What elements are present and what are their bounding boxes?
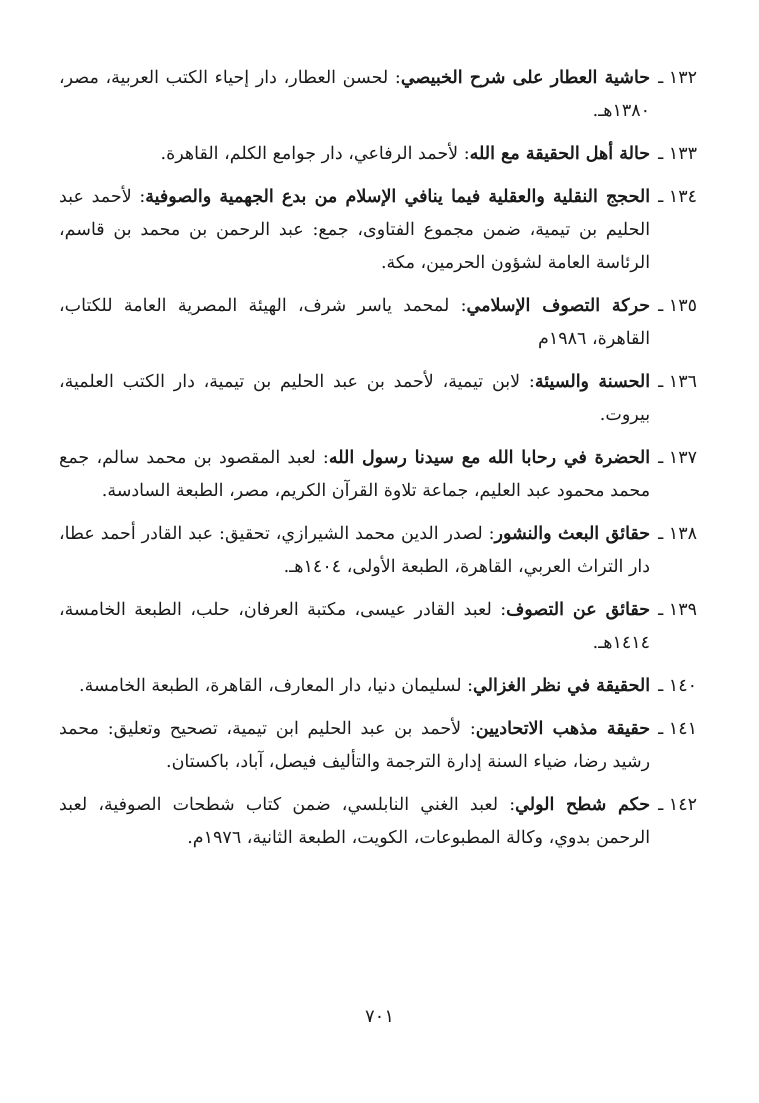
entry-details: : لابن تيمية، لأحمد بن عبد الحليم بن تيمية، دار الكتب العلمية، بيروت. (59, 372, 651, 425)
entry-text (59, 181, 650, 280)
entry-text (59, 442, 650, 508)
entry-title: حكم شطح الولي (515, 795, 651, 815)
entry-number: ١٣٩ ـ (658, 600, 697, 620)
entry-number: ١٤٠ ـ (658, 676, 697, 696)
entry-text (59, 594, 650, 660)
entry-details: : لمحمد ياسر شرف، الهيئة المصرية العامة للكتاب، القاهرة، ١٩٨٦م (59, 296, 651, 349)
entry-text (59, 670, 650, 703)
entry-title: الحسنة والسيئة (534, 372, 651, 392)
entry-details: : لأحمد الرفاعي، دار جوامع الكلم، القاهرة. (160, 144, 470, 164)
bibliography-entry (59, 290, 697, 356)
entry-title: الحجج النقلية والعقلية فيما ينافي الإسلام من بدع الجهمية والصوفية (145, 187, 651, 207)
entry-details: : لأحمد بن عبد الحليم ابن تيمية، تصحيح وتعليق: محمد رشيد رضا، ضياء السنة إدارة الترجمة والتأليف فيصل، آباد، باكستان. (59, 719, 651, 772)
entry-number: ١٤١ ـ (658, 719, 697, 739)
entry-details: : لعبد المقصود بن محمد سالم، جمع محمد محمود عبد العليم، جماعة تلاوة القرآن الكريم، مصر، الطبعة السادسة. (59, 448, 651, 501)
entry-details: : لعبد القادر عيسى، مكتبة العرفان، حلب، الطبعة الخامسة، ١٤١٤هـ. (59, 600, 651, 653)
bibliography-entry (59, 670, 697, 703)
entry-title: حالة أهل الحقيقة مع الله (469, 144, 651, 164)
entry-title: الحقيقة في نظر الغزالي (473, 676, 651, 696)
bibliography-entry (59, 713, 697, 779)
entry-number: ١٣٣ ـ (658, 144, 697, 164)
bibliography-entry (59, 181, 697, 280)
entry-number: ١٣٧ ـ (658, 448, 697, 468)
entry-number: ١٤٢ ـ (658, 795, 697, 815)
entry-text (59, 62, 650, 128)
page-number: ٧٠١ (364, 1006, 394, 1027)
bibliography-entry (59, 62, 697, 128)
entry-title: حقائق عن التصوف (506, 600, 651, 620)
entry-number: ١٣٥ ـ (658, 296, 697, 316)
bibliography-entry (59, 594, 697, 660)
page-content (59, 62, 697, 1062)
entry-details: : لعبد الغني النابلسي، ضمن كتاب شطحات الصوفية، لعبد الرحمن بدوي، وكالة المطبوعات، الكويت، الطبعة الثانية، ١٩٧٦م. (59, 795, 651, 848)
bibliography-entry (59, 138, 697, 171)
entry-number: ١٣٦ ـ (658, 372, 697, 392)
entry-details: : لصدر الدين محمد الشيرازي، تحقيق: عبد القادر أحمد عطا، دار التراث العربي، القاهرة، الطبعة الأولى، ١٤٠٤هـ. (59, 524, 651, 577)
entry-text (59, 366, 650, 432)
bibliography-list (59, 62, 697, 855)
entry-details: : لسليمان دنيا، دار المعارف، القاهرة، الطبعة الخامسة. (79, 676, 474, 696)
entry-title: حقائق البعث والنشور (494, 524, 651, 544)
entry-text (59, 138, 650, 171)
entry-details: : لحسن العطار، دار إحياء الكتب العربية، مصر، ١٣٨٠هـ. (59, 68, 651, 121)
entry-title: حركة التصوف الإسلامي (466, 296, 651, 316)
entry-number: ١٣٨ ـ (658, 524, 697, 544)
entry-number: ١٣٤ ـ (658, 187, 697, 207)
entry-title: حقيقة مذهب الاتحاديين (475, 719, 651, 739)
entry-number: ١٣٢ ـ (658, 68, 697, 88)
entry-text (59, 290, 650, 356)
entry-text (59, 713, 650, 779)
bibliography-entry (59, 789, 697, 855)
entry-text (59, 789, 650, 855)
bibliography-entry (59, 366, 697, 432)
bibliography-entry (59, 442, 697, 508)
entry-title: حاشية العطار على شرح الخبيصي (400, 68, 651, 88)
bibliography-entry (59, 518, 697, 584)
entry-title: الحضرة في رحابا الله مع سيدنا رسول الله (328, 448, 651, 468)
entry-text (59, 518, 650, 584)
entry-details: : لأحمد عبد الحليم بن تيمية، ضمن مجموع الفتاوى، جمع: عبد الرحمن بن محمد بن قاسم، الرئاسة العامة لشؤون الحرمين، مكة. (59, 187, 651, 273)
